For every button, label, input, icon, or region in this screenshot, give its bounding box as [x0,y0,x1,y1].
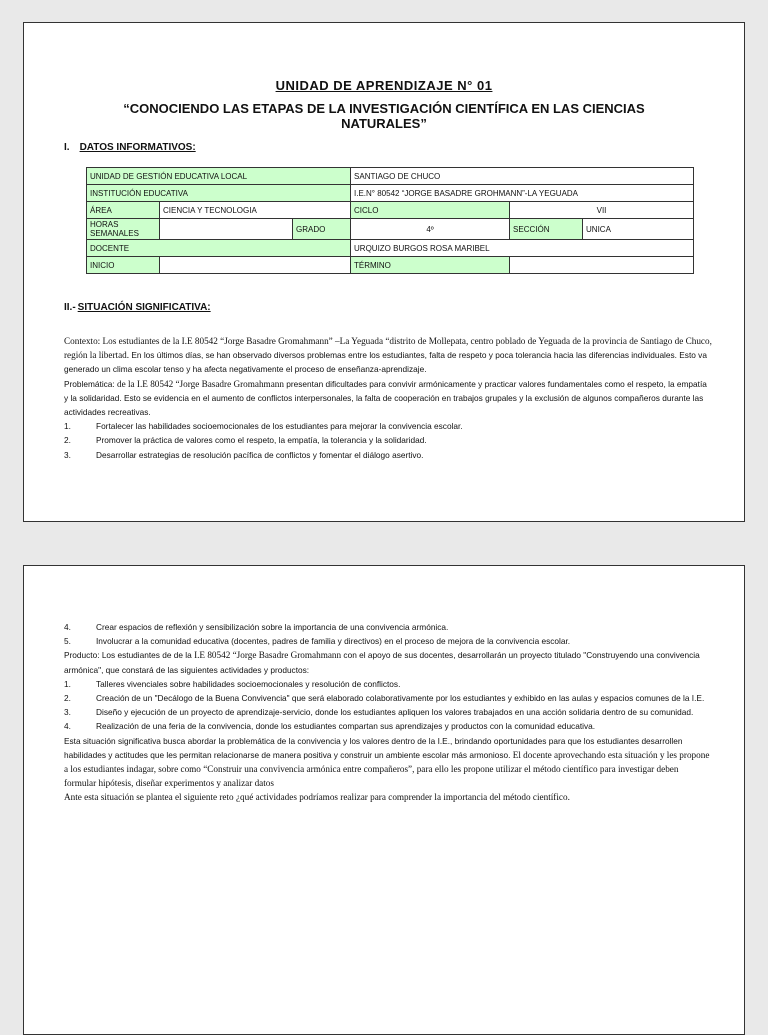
ugel-label: UNIDAD DE GESTIÓN EDUCATIVA LOCAL [87,168,351,185]
seccion-label: SECCIÓN [510,219,583,240]
table-row [87,168,694,185]
section-number: I. [64,142,70,153]
context-paragraph: Contexto: Los estudiantes de la I.E 80542 “Jorge Basadre Gromahmann” –La Yeguada “distrito de Mollepata, centro poblado de Yeguada de la provincia de Santiago de Chuco, región la libertad. En los últimos días, se han observado diversos problemas entre los estudiantes, falta de respeto y poca tolerancia hacia las diferencias individuales. Esto va generado un clima escolar tenso y ha afecta negativamente el proceso de enseñanza-aprendizaje. [64,336,712,375]
section-label: DATOS INFORMATIVOS: [79,142,196,153]
seccion-value: UNICA [583,219,694,240]
table-row [87,240,694,257]
conclusion-paragraph: Esta situación significativa busca abordar la problemática de la convivencia y los valores dentro de la I.E., brindando oportunidades para que los estudiantes desarrollen habilidades y actitudes que les permitan relacionarse de manera positiva y construir un ambiente escolar más armonioso. El docente aprovechando esta situación y les propone a los estudiantes indagar, sobre como “Construir una convivencia armónica entre compañeros”, para ello les propone utilizar el método científico para investigar deben formular hipótesis, diseñar experimentos y analizar datos [64,735,710,789]
inicio-label: INICIO [87,257,160,274]
list-item: 1. Fortalecer las habilidades socioemocionales de los estudiantes para mejorar la convivencia escolar. [64,421,463,432]
table-row [87,257,694,274]
docente-label: DOCENTE [87,240,351,257]
ugel-value: SANTIAGO DE CHUCO [351,168,694,185]
horas-label: HORAS SEMANALES [87,219,160,240]
list-item: 4. Crear espacios de reflexión y sensibilización sobre la importancia de una convivencia armónica. [64,622,449,632]
ciclo-label: CICLO [351,202,510,219]
document-title: UNIDAD DE APRENDIZAJE N° 01 [275,78,493,93]
list-item: 5. Involucrar a la comunidad educativa (docentes, padres de familia y directivos) en el proceso de mejora de la convivencia escolar. [64,636,571,647]
situation-body [64,334,712,462]
inicio-value [160,257,351,274]
info-table [86,167,694,274]
ciclo-value: VII [510,202,694,219]
list-item: 2. Creación de un "Decálogo de la Buena Convivencia" que será elaborado colaborativamente por los estudiantes y exhibido en las aulas y espacios comunes de la I.E. [64,693,705,704]
horas-value [160,219,293,240]
list-item: 4. Realización de una feria de la convivencia, donde los estudiantes compartan sus aprendizajes y productos con la comunidad educativa. [64,721,596,732]
section-datos-informativos [64,142,196,153]
ie-label: INSTITUCIÓN EDUCATIVA [87,185,351,202]
challenge-paragraph: Ante esta situación se plantea el siguiente reto ¿qué actividades podríamos realizar para comprender la importancia del método científico. [64,792,570,803]
list-item: 3. Diseño y ejecución de un proyecto de aprendizaje-servicio, donde los estudiantes apliquen los valores trabajados en una acción solidaria dentro de su comunidad. [64,707,694,718]
document-subtitle: “CONOCIENDO LAS ETAPAS DE LA INVESTIGACIÓN CIENTÍFICA EN LAS CIENCIAS NATURALES” [123,101,645,131]
table-row [87,219,694,240]
termino-value [510,257,694,274]
problem-paragraph: Problemática: de la I.E 80542 “Jorge Basadre Gromahmann presentan dificultades para convivir armónicamente y practicar valores fundamentales como el respeto, la empatía y la solidaridad. Esto se evidencia en el aumento de conflictos interpersonales, la falta de cooperación en trabajos grupales y la exclusión de algunos compañeros durante las actividades recreativas. [64,378,707,418]
section-label: SITUACIÓN SIGNIFICATIVA: [77,302,211,313]
list-item: 3. Desarrollar estrategias de resolución pacífica de conflictos y fomentar el diálogo asertivo. [64,449,424,460]
table-row [87,185,694,202]
ie-value: I.E.N° 80542 “JORGE BASADRE GROHMANN”-LA YEGUADA [351,185,694,202]
docente-value: URQUIZO BURGOS ROSA MARIBEL [351,240,694,257]
section-number: II.- [64,302,76,313]
product-paragraph: Producto: Los estudiantes de de la I.E 80542 “Jorge Basadre Gromahmann con el apoyo de sus docentes, desarrollarán un proyecto titulado "Construyendo una convivencia armónica", que constará de las siguientes actividades y productos: [64,650,700,675]
list-item: 1. Talleres vivenciales sobre habilidades socioemocionales y resolución de conflictos. [64,678,401,689]
area-label: ÁREA [87,202,160,219]
section-situacion-significativa [64,302,211,313]
situation-body-continued [64,620,712,805]
list-item: 2. Promover la práctica de valores como el respeto, la empatía, la tolerancia y la solidaridad. [64,435,427,446]
area-value: CIENCIA Y TECNOLOGIA [160,202,351,219]
table-row [87,202,694,219]
grado-label: GRADO [293,219,351,240]
grado-value: 4º [351,219,510,240]
termino-label: TÉRMINO [351,257,510,274]
document-page-2 [23,565,745,1035]
document-page-1 [23,22,745,522]
